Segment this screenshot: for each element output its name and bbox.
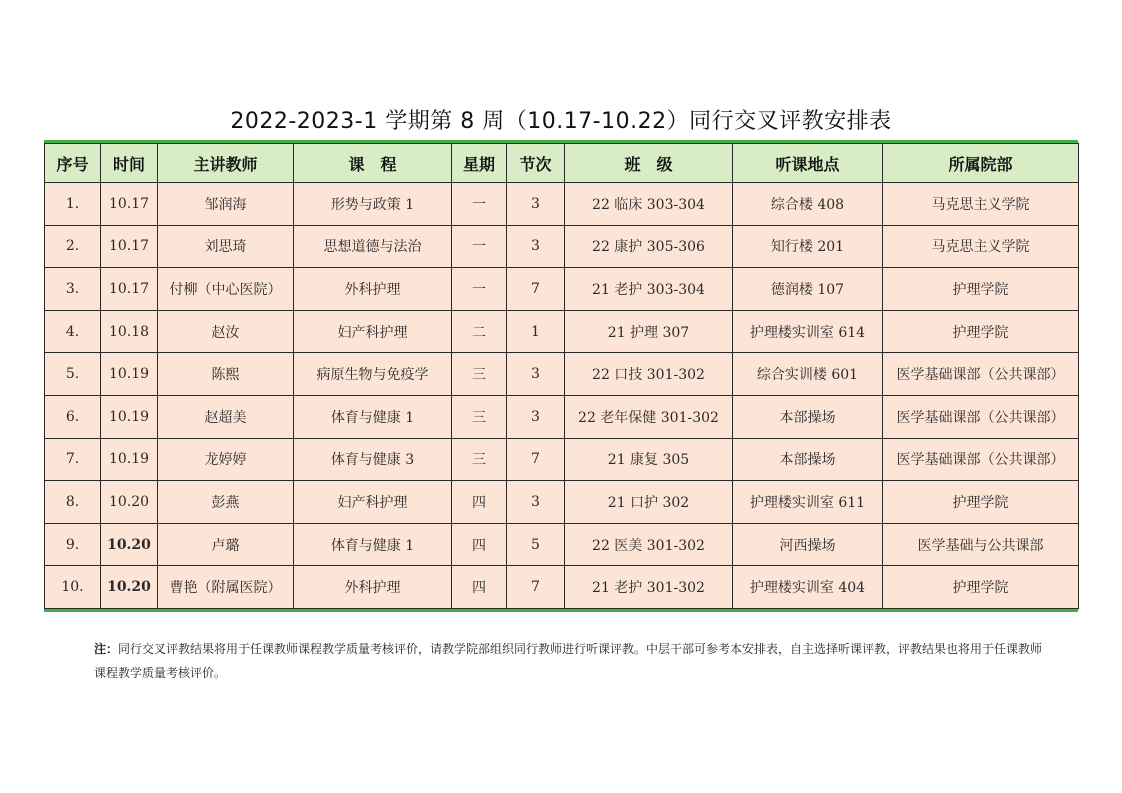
cell-dept: 医学基础课部（公共课部） [883, 353, 1079, 396]
table-row [45, 481, 1079, 524]
cell-class: 21 老护 301-302 [565, 566, 733, 609]
cell-no: 3. [45, 268, 101, 311]
header-period: 节次 [507, 144, 565, 183]
cell-period: 7 [507, 438, 565, 481]
cell-location: 河西操场 [733, 523, 883, 566]
cell-location: 本部操场 [733, 438, 883, 481]
table-row [45, 438, 1079, 481]
schedule-table-frame [44, 140, 1078, 612]
cell-class: 22 口技 301-302 [565, 353, 733, 396]
cell-date: 10.20 [101, 566, 158, 609]
cell-course: 妇产科护理 [294, 310, 452, 353]
cell-location: 知行楼 201 [733, 225, 883, 268]
cell-location: 护理楼实训室 611 [733, 481, 883, 524]
cell-weekday: 三 [452, 438, 507, 481]
cell-dept: 护理学院 [883, 268, 1079, 311]
cell-course: 妇产科护理 [294, 481, 452, 524]
cell-course: 外科护理 [294, 268, 452, 311]
cell-dept: 医学基础课部（公共课部） [883, 395, 1079, 438]
cell-class: 22 老年保健 301-302 [565, 395, 733, 438]
cell-dept: 医学基础与公共课部 [883, 523, 1079, 566]
cell-dept: 护理学院 [883, 566, 1079, 609]
header-weekday: 星期 [452, 144, 507, 183]
header-no: 序号 [45, 144, 101, 183]
cell-course: 体育与健康 1 [294, 523, 452, 566]
cell-dept: 马克思主义学院 [883, 225, 1079, 268]
cell-period: 5 [507, 523, 565, 566]
cell-date: 10.17 [101, 225, 158, 268]
cell-period: 3 [507, 183, 565, 226]
cell-dept: 马克思主义学院 [883, 183, 1079, 226]
cell-date: 10.18 [101, 310, 158, 353]
cell-no: 6. [45, 395, 101, 438]
cell-date: 10.17 [101, 268, 158, 311]
footnote [94, 637, 1044, 685]
cell-period: 3 [507, 481, 565, 524]
cell-class: 22 医美 301-302 [565, 523, 733, 566]
cell-weekday: 二 [452, 310, 507, 353]
header-date: 时间 [101, 144, 158, 183]
cell-weekday: 一 [452, 183, 507, 226]
cell-class: 21 护理 307 [565, 310, 733, 353]
cell-teacher: 彭燕 [158, 481, 294, 524]
cell-period: 1 [507, 310, 565, 353]
cell-teacher: 卢璐 [158, 523, 294, 566]
table-row [45, 268, 1079, 311]
cell-dept: 护理学院 [883, 481, 1079, 524]
header-location: 听课地点 [733, 144, 883, 183]
cell-course: 形势与政策 1 [294, 183, 452, 226]
cell-course: 体育与健康 1 [294, 395, 452, 438]
footnote-label: 注： [94, 642, 119, 656]
header-teacher: 主讲教师 [158, 144, 294, 183]
footnote-text: 同行交叉评教结果将用于任课教师课程教学质量考核评价，请教学院部组织同行教师进行听课评教。中层干部可参考本安排表，自主选择听课评教，评教结果也将用于任课教师课程教学质量考核评价。 [94, 642, 1043, 680]
cell-location: 本部操场 [733, 395, 883, 438]
cell-course: 外科护理 [294, 566, 452, 609]
cell-dept: 医学基础课部（公共课部） [883, 438, 1079, 481]
cell-dept: 护理学院 [883, 310, 1079, 353]
cell-teacher: 曹艳（附属医院） [158, 566, 294, 609]
page-title: 2022-2023-1 学期第 8 周（10.17-10.22）同行交叉评教安排表 [230, 109, 892, 134]
cell-class: 21 口护 302 [565, 481, 733, 524]
table-row [45, 353, 1079, 396]
cell-no: 10. [45, 566, 101, 609]
cell-weekday: 三 [452, 353, 507, 396]
cell-period: 7 [507, 566, 565, 609]
cell-no: 4. [45, 310, 101, 353]
schedule-table [44, 143, 1079, 609]
cell-teacher: 赵超美 [158, 395, 294, 438]
cell-date: 10.17 [101, 183, 158, 226]
cell-no: 2. [45, 225, 101, 268]
cell-course: 思想道德与法治 [294, 225, 452, 268]
cell-teacher: 赵汝 [158, 310, 294, 353]
cell-weekday: 四 [452, 523, 507, 566]
cell-period: 7 [507, 268, 565, 311]
cell-teacher: 陈熙 [158, 353, 294, 396]
cell-weekday: 一 [452, 225, 507, 268]
cell-period: 3 [507, 225, 565, 268]
cell-class: 22 康护 305-306 [565, 225, 733, 268]
cell-location: 护理楼实训室 614 [733, 310, 883, 353]
cell-course: 病原生物与免疫学 [294, 353, 452, 396]
cell-date: 10.20 [101, 481, 158, 524]
cell-teacher: 付柳（中心医院） [158, 268, 294, 311]
header-course: 课 程 [294, 144, 452, 183]
table-header-row [45, 144, 1079, 183]
cell-teacher: 邹润海 [158, 183, 294, 226]
cell-date: 10.19 [101, 353, 158, 396]
table-row [45, 225, 1079, 268]
cell-period: 3 [507, 395, 565, 438]
cell-no: 8. [45, 481, 101, 524]
header-class: 班 级 [565, 144, 733, 183]
cell-class: 21 老护 303-304 [565, 268, 733, 311]
cell-weekday: 四 [452, 566, 507, 609]
cell-teacher: 龙婷婷 [158, 438, 294, 481]
cell-no: 7. [45, 438, 101, 481]
cell-no: 9. [45, 523, 101, 566]
table-row [45, 566, 1079, 609]
table-row [45, 310, 1079, 353]
cell-location: 综合楼 408 [733, 183, 883, 226]
table-row [45, 395, 1079, 438]
cell-course: 体育与健康 3 [294, 438, 452, 481]
cell-weekday: 四 [452, 481, 507, 524]
cell-teacher: 刘思琦 [158, 225, 294, 268]
cell-weekday: 三 [452, 395, 507, 438]
cell-no: 1. [45, 183, 101, 226]
cell-date: 10.20 [101, 523, 158, 566]
cell-class: 22 临床 303-304 [565, 183, 733, 226]
cell-weekday: 一 [452, 268, 507, 311]
cell-class: 21 康复 305 [565, 438, 733, 481]
table-row [45, 523, 1079, 566]
cell-location: 综合实训楼 601 [733, 353, 883, 396]
table-row [45, 183, 1079, 226]
cell-date: 10.19 [101, 438, 158, 481]
cell-date: 10.19 [101, 395, 158, 438]
cell-location: 护理楼实训室 404 [733, 566, 883, 609]
cell-location: 德润楼 107 [733, 268, 883, 311]
cell-no: 5. [45, 353, 101, 396]
cell-period: 3 [507, 353, 565, 396]
header-dept: 所属院部 [883, 144, 1079, 183]
